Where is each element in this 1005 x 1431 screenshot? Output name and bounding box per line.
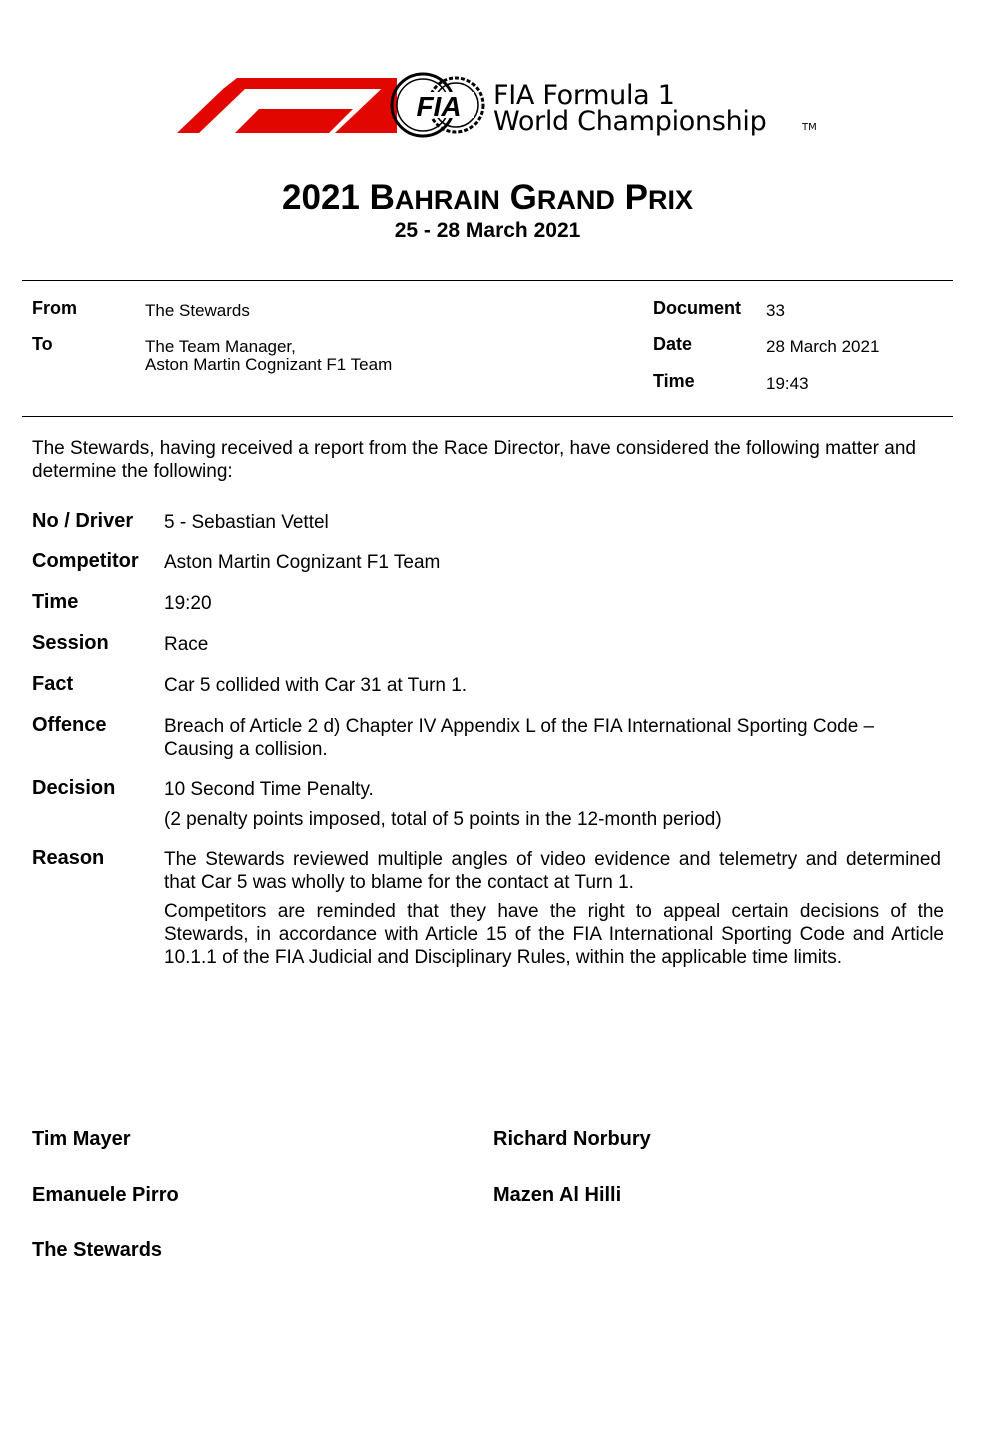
offence-label: Offence — [32, 714, 107, 736]
header-rule-bottom — [22, 416, 953, 417]
trademark: TM — [802, 122, 817, 133]
brand-line-1: FIA Formula 1 — [493, 80, 675, 111]
decision-label: Decision — [32, 777, 116, 799]
reason-paragraph-2: Competitors are reminded that they have the right to appeal certain decisions of the Stewards, in accordance with Article 15 of the FIA International Sporting Code and Article 10.1.1 of the FIA Judicial and Disciplinary Rules, within the applicable time limits. — [164, 901, 944, 968]
steward-mazen-al-hilli: Mazen Al Hilli — [493, 1184, 622, 1206]
fact-label: Fact — [32, 673, 74, 695]
steward-tim-mayer: Tim Mayer — [32, 1128, 131, 1150]
date-label: Date — [653, 334, 693, 354]
title-word-3: PRIX — [624, 178, 693, 217]
f1-logo — [175, 76, 397, 134]
to-value-line-1: The Team Manager, — [145, 337, 296, 356]
fia-logo-text: FIA — [416, 91, 462, 122]
to-value-line-2: Aston Martin Cognizant F1 Team — [145, 355, 393, 374]
steward-richard-norbury: Richard Norbury — [493, 1128, 651, 1150]
event-dates: 25 - 28 March 2021 — [394, 219, 581, 242]
steward-emanuele-pirro: Emanuele Pirro — [32, 1184, 179, 1206]
driver-label: No / Driver — [32, 510, 134, 532]
decision-value: 10 Second Time Penalty. — [164, 779, 374, 800]
event-year: 2021 — [282, 178, 360, 217]
session-value: Race — [164, 634, 209, 655]
header-rule-top — [22, 280, 953, 281]
event-title — [0, 178, 975, 218]
decision-note: (2 penalty points imposed, total of 5 points in the 12-month period) — [164, 809, 722, 830]
document-label: Document — [653, 298, 742, 318]
intro-paragraph: The Stewards, having received a report from the Race Director, have considered the following matter and determine the following: — [32, 438, 916, 482]
document-value: 33 — [766, 301, 785, 320]
driver-value: 5 - Sebastian Vettel — [164, 512, 329, 533]
brand-line-2: World Championship — [493, 106, 767, 137]
reason-label: Reason — [32, 847, 105, 869]
offence-value: Breach of Article 2 d) Chapter IV Appendix L of the FIA International Sporting Code – Causing a collision. — [164, 716, 875, 760]
session-time-label: Time — [32, 591, 79, 613]
title-word-1: BAHRAIN — [369, 178, 500, 217]
session-time-value: 19:20 — [164, 593, 212, 614]
date-value: 28 March 2021 — [766, 337, 880, 356]
fact-value: Car 5 collided with Car 31 at Turn 1. — [164, 675, 468, 696]
session-label: Session — [32, 632, 109, 654]
time-value: 19:43 — [766, 374, 809, 393]
to-label: To — [32, 334, 53, 354]
reason-paragraph-1: The Stewards reviewed multiple angles of video evidence and telemetry and determined that Car 5 was wholly to blame for the contact at Turn 1. — [164, 849, 941, 893]
from-value: The Stewards — [145, 301, 250, 320]
from-label: From — [32, 298, 77, 318]
closing-signature: The Stewards — [32, 1239, 163, 1261]
competitor-value: Aston Martin Cognizant F1 Team — [164, 552, 441, 573]
competitor-label: Competitor — [32, 550, 139, 572]
title-word-2: GRAND — [509, 178, 615, 217]
fia-logo — [390, 72, 486, 138]
time-label: Time — [653, 371, 695, 391]
